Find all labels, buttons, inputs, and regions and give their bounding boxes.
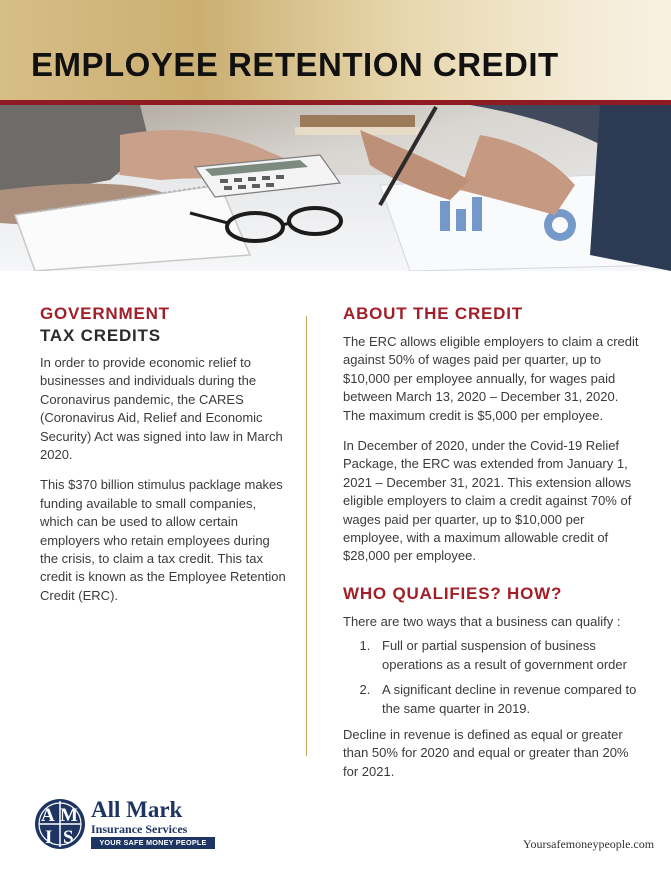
list-item: 2. A significant decline in revenue compared to the same quarter in 2019.	[374, 681, 643, 718]
logo-name: All Mark	[91, 797, 183, 822]
column-divider	[306, 316, 307, 756]
svg-text:M: M	[60, 805, 78, 826]
paragraph: This $370 billion stimulus packlage makes funding available to small companies, which can be used to allow certain employers who retain employees during the crisis, to claim a tax credit. This tax credit is known as the Employee Retention Credit (ERC).	[40, 477, 286, 603]
paragraph: The ERC allows eligible employers to claim a credit against 50% of wages paid per quarter, up to $10,000 per employee annually, for wages paid between March 13, 2020 – December 31, 2020. The maximum credit is $5,000 per employee.	[343, 334, 639, 423]
svg-text:I: I	[45, 827, 53, 848]
company-logo	[33, 795, 223, 853]
qualify-intro: There are two ways that a business can qualify :	[343, 613, 621, 629]
section-subheading-tax-credits: TAX CREDITS	[40, 326, 161, 345]
government-tax-credits-section	[40, 304, 290, 617]
website-link[interactable]: Yoursafemoneypeople.com	[523, 837, 655, 851]
section-heading-government: GOVERNMENT	[40, 304, 170, 323]
about-credit-section	[343, 304, 643, 793]
logo-tagline: YOUR SAFE MONEY PEOPLE	[91, 837, 215, 849]
paragraph: In December of 2020, under the Covid-19 Relief Package, the ERC was extended from January 1, 2021 – December 31, 2021. This extension allows eligible employers to claim a credit against 70% of wages paid per quarter, up to $10,000 per employee, with a maximum allowable credit of $28,000 per employee.	[343, 438, 632, 564]
list-item: 1. Full or partial suspension of business operations as a result of government order	[374, 637, 643, 674]
header-photo	[0, 105, 671, 271]
section-heading-about: ABOUT THE CREDIT	[343, 304, 523, 323]
svg-text:A: A	[41, 805, 55, 826]
amis-seal-icon	[33, 795, 87, 853]
paragraph: In order to provide economic relief to businesses and individuals during the Coronavirus pandemic, the CARES (Coronavirus Aid, Relief and Economic Security) Act was signed into law in March 2020.	[40, 355, 283, 463]
qualify-list	[343, 637, 643, 718]
qualify-note: Decline in revenue is defined as equal or greater than 50% for 2020 and equal or greater than 20% for 2021.	[343, 726, 629, 779]
logo-subtitle: Insurance Services	[91, 822, 188, 836]
svg-text:S: S	[63, 827, 74, 848]
section-heading-qualifies: WHO QUALIFIES? HOW?	[343, 583, 563, 603]
page-title: EMPLOYEE RETENTION CREDIT	[31, 46, 559, 83]
